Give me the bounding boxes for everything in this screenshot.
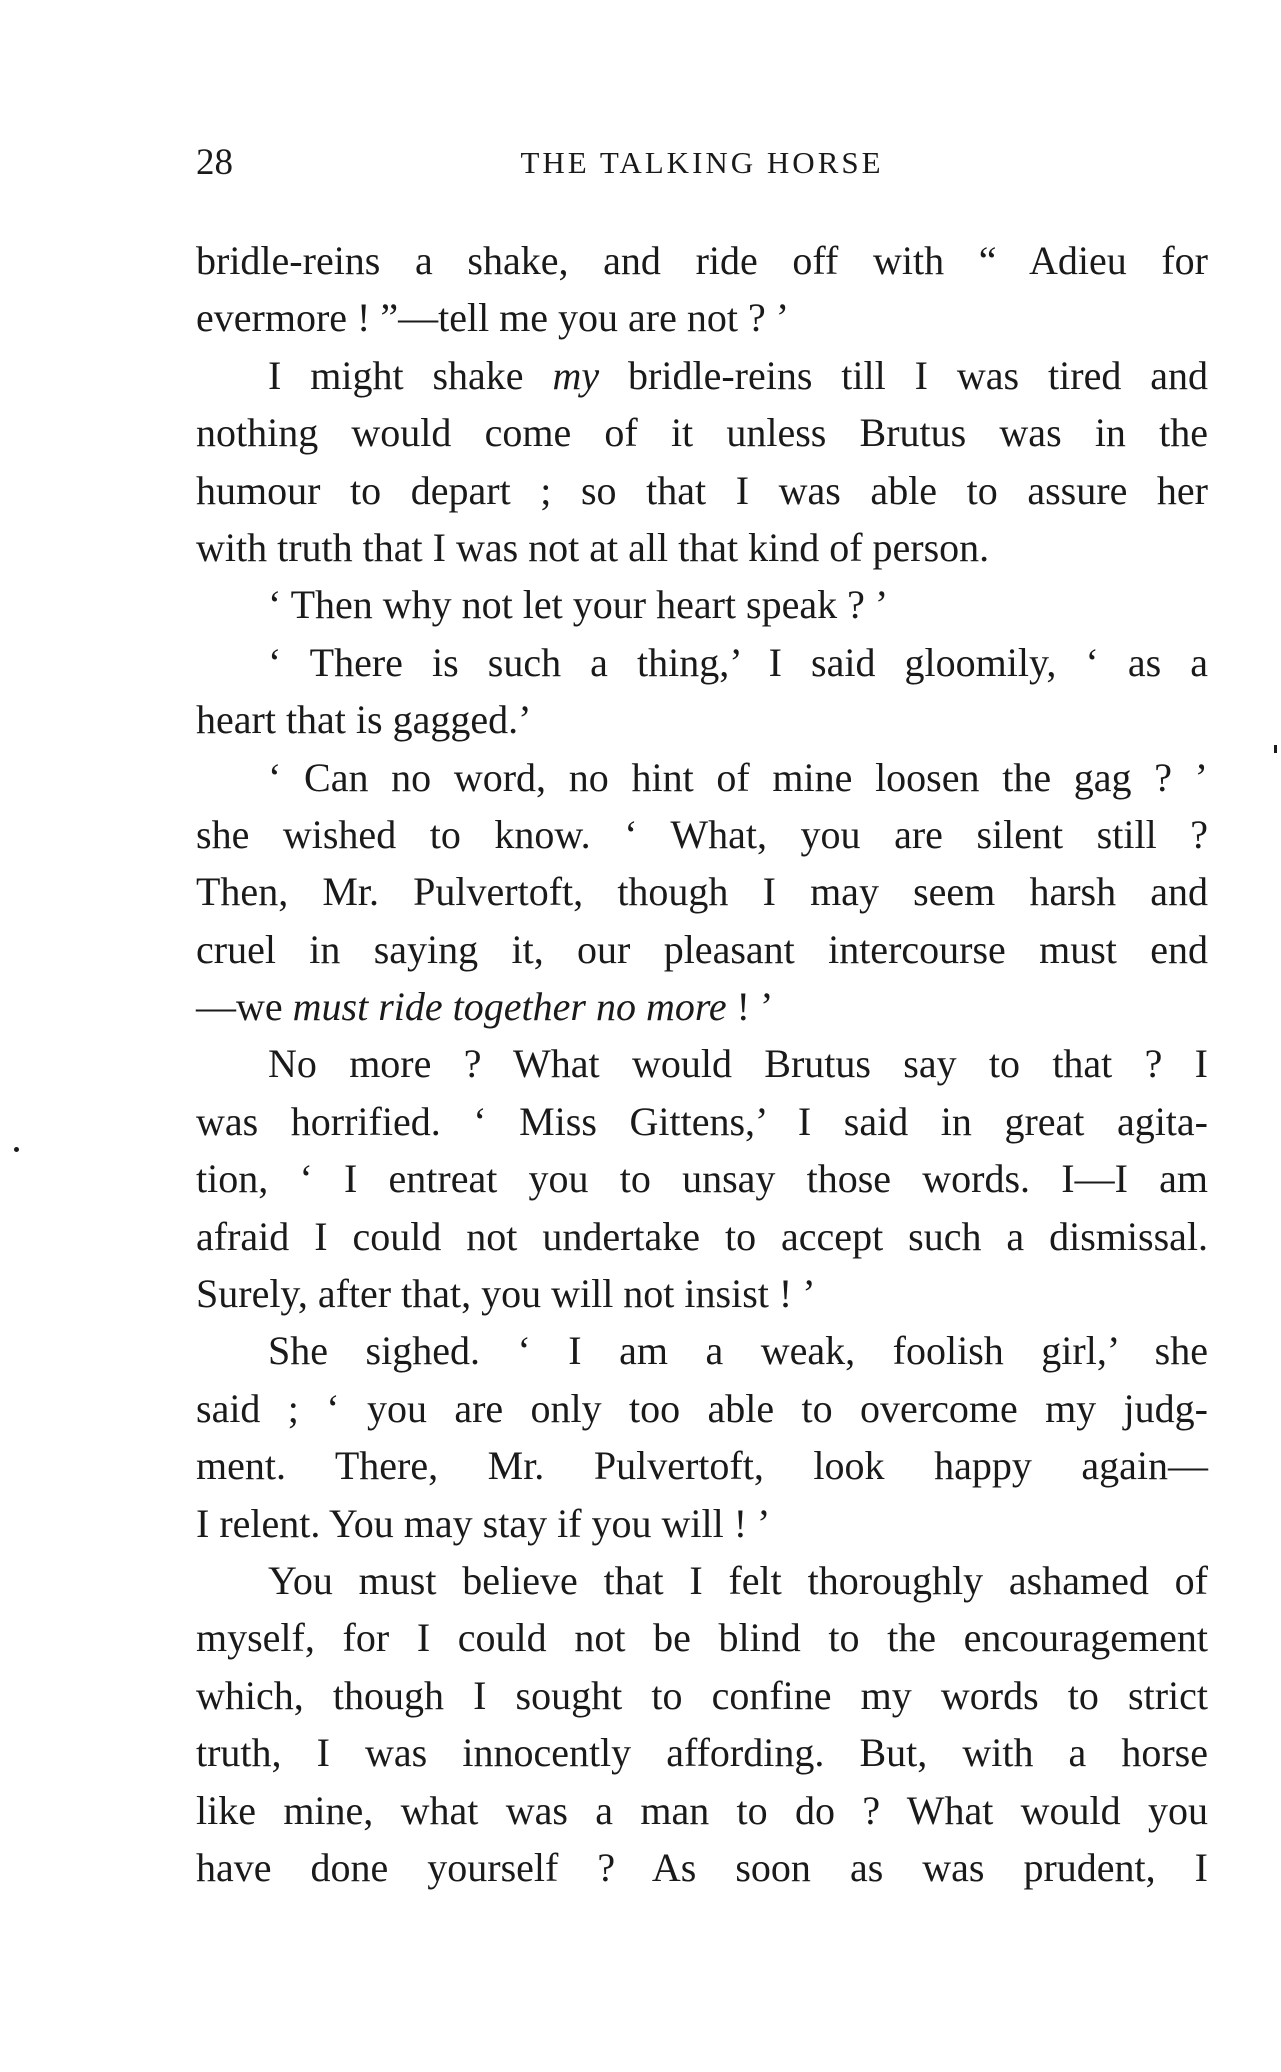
text-line: ment. There, Mr. Pulvertoft, look happy again— <box>196 1443 1208 1489</box>
running-head <box>196 138 1208 188</box>
text-line: heart that is gagged.’ <box>196 697 532 743</box>
text-line: I might shake my bridle-reins till I was tired and <box>268 352 1208 398</box>
text-line: You must believe that I felt thoroughly ashamed of <box>268 1557 1208 1603</box>
text-line: myself, for I could not be blind to the encouragement <box>196 1615 1208 1661</box>
text-line: Then, Mr. Pulvertoft, though I may seem harsh and <box>196 869 1208 915</box>
text-line: cruel in saying it, our pleasant intercourse must end <box>196 926 1208 972</box>
text-line: nothing would come of it unless Brutus was in the <box>196 410 1208 456</box>
text-line: ‘ Can no word, no hint of mine loosen the gag ? ’ <box>268 754 1208 800</box>
text-line: which, though I sought to confine my words to strict <box>196 1672 1208 1718</box>
scan-speck <box>1274 745 1277 753</box>
text-line: I relent. You may stay if you will ! ’ <box>196 1500 771 1546</box>
text-line: said ; ‘ you are only too able to overcome my judg- <box>196 1385 1208 1431</box>
running-title: THE TALKING HORSE <box>520 145 884 180</box>
text-line: have done yourself ? As soon as was prudent, I <box>196 1844 1208 1890</box>
text-line: ‘ Then why not let your heart speak ? ’ <box>268 582 889 628</box>
text-line: ‘ There is such a thing,’ I said gloomily, ‘ as a <box>268 639 1208 685</box>
text-line: she wished to know. ‘ What, you are silent still ? <box>196 811 1208 857</box>
scan-speck <box>14 1147 19 1152</box>
text-line: humour to depart ; so that I was able to assure her <box>196 467 1208 513</box>
text-line: She sighed. ‘ I am a weak, foolish girl,’ she <box>268 1328 1208 1374</box>
emphasis: my <box>552 352 600 398</box>
emphasis: must ride together no more <box>292 984 727 1030</box>
text-line: Surely, after that, you will not insist ! ’ <box>196 1271 816 1317</box>
text-line: —we must ride together no more ! ’ <box>196 984 774 1030</box>
text-line: evermore ! ”—tell me you are not ? ’ <box>196 295 790 341</box>
text-line: tion, ‘ I entreat you to unsay those words. I—I am <box>196 1156 1208 1202</box>
text-line: No more ? What would Brutus say to that ? I <box>268 1041 1208 1087</box>
text-line: with truth that I was not at all that kind of person. <box>196 524 990 570</box>
text-line: truth, I was innocently affording. But, with a horse <box>196 1730 1208 1776</box>
text-line: like mine, what was a man to do ? What would you <box>196 1787 1208 1833</box>
text-line: bridle-reins a shake, and ride off with “ Adieu for <box>196 238 1208 283</box>
text-line: afraid I could not undertake to accept such a dismissal. <box>196 1213 1208 1259</box>
text-line: was horrified. ‘ Miss Gittens,’ I said in great agita- <box>196 1098 1208 1144</box>
page-number: 28 <box>196 142 233 183</box>
body-text <box>196 232 1208 1896</box>
